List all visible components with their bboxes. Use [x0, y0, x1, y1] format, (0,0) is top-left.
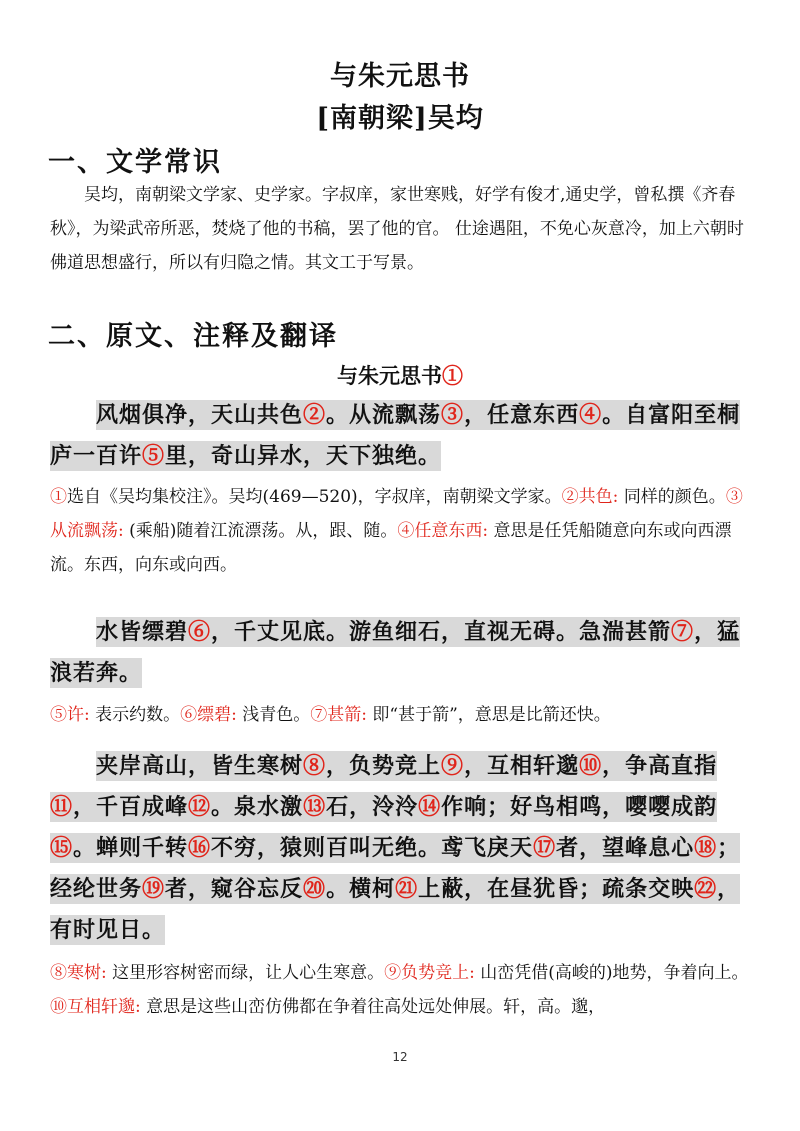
- footnote-marker: ⑦: [671, 619, 695, 645]
- footnote-marker: ⑤: [142, 443, 166, 469]
- note-text: 意思是这些山峦仿佛都在争着往高处远处伸展。轩，高。邈，: [146, 997, 606, 1017]
- passage-subtitle-text: 与朱元思书: [337, 363, 442, 388]
- footnote-marker: ⑮: [50, 835, 74, 861]
- passage-text: 石，泠泠: [326, 794, 419, 820]
- passage-text: ，争高直指: [602, 753, 718, 779]
- passage-text: ，互相轩邈: [464, 753, 580, 779]
- passage-text: ，千丈见底。游鱼细石，直视无碍。急湍甚箭: [211, 619, 672, 645]
- notes-block-2: [50, 698, 755, 732]
- page-number: 12: [392, 1050, 408, 1064]
- section-heading-text: 二、原文、注释及翻译: [48, 321, 338, 352]
- note-term: ⑥缥碧:: [180, 705, 237, 725]
- footnote-marker: ㉑: [395, 876, 419, 902]
- footnote-marker: ⑬: [303, 794, 327, 820]
- passage-text: 者，窥谷忘反: [165, 876, 304, 902]
- passage-text: 风烟俱净，天山共色: [96, 402, 304, 428]
- note-text: 浅青色。: [242, 705, 311, 725]
- note-term: ②共色:: [561, 487, 619, 507]
- passage-text: ，任意东西: [464, 402, 580, 428]
- passage-subtitle: [0, 360, 800, 390]
- passage-text: 。自富阳至桐庐一百许: [50, 402, 741, 469]
- note-text: 表示约数。: [95, 705, 181, 725]
- footnote-marker: ⑰: [533, 835, 557, 861]
- note-text: 选自《吴均集校注》。吴均(469—520)，字叔庠，南朝梁文学家。: [67, 487, 562, 507]
- note-term: ⑨负势竞上:: [384, 963, 475, 983]
- passage-text: ，千百成峰: [73, 794, 189, 820]
- original-passage-3: [50, 746, 755, 951]
- footnote-marker: ⑲: [142, 876, 166, 902]
- footnote-marker: ③: [441, 402, 465, 428]
- footnote-marker: ⑨: [441, 753, 465, 779]
- passage-text: 上蔽，在昼犹昏；疏条交映: [418, 876, 695, 902]
- passage-text: ，负势竞上: [326, 753, 442, 779]
- footnote-marker: ①: [442, 363, 463, 388]
- note-marker: ①: [50, 487, 67, 507]
- author-line: [南朝梁]吴均: [316, 103, 484, 134]
- footnote-marker: ⑭: [418, 794, 442, 820]
- passage-text: 作响；好鸟相鸣，嘤嘤成韵: [441, 794, 718, 820]
- note-term: ⑦甚箭:: [310, 705, 368, 725]
- passage-text: 里，奇山异水，天下独绝。: [165, 443, 442, 469]
- note-text: (乘船)随着江流漂荡。从，跟、随。: [129, 521, 398, 541]
- passage-text: 。横柯: [326, 876, 396, 902]
- note-text: 山峦凭借(高峻的)地势，争着向上。: [480, 963, 749, 983]
- passage-text: 。从流飘荡: [326, 402, 442, 428]
- footnote-marker: ⑫: [188, 794, 212, 820]
- footnote-marker: ②: [303, 402, 327, 428]
- note-text: 同样的颜色。: [623, 487, 726, 507]
- note-text: 这里形容树密而绿，让人心生寒意。: [112, 963, 385, 983]
- section-heading-literature: 一、文学常识: [48, 147, 222, 178]
- passage-text: 。泉水激: [211, 794, 304, 820]
- passage-text: ；经纶世务: [50, 835, 741, 902]
- footnote-marker: ⑥: [188, 619, 212, 645]
- note-text: 意思是任凭船随意向东或向西漂流。东西，向东或向西。: [50, 521, 732, 575]
- footnote-marker: ⑪: [50, 794, 74, 820]
- note-term: ⑤许:: [50, 705, 90, 725]
- footnote-marker: ④: [579, 402, 603, 428]
- note-term: ⑧寒树:: [50, 963, 107, 983]
- passage-text: ，有时见日。: [50, 876, 741, 943]
- passage-text: 不穷，猿则百叫无绝。鸢飞戾天: [211, 835, 534, 861]
- note-term: ⑩互相轩邈:: [50, 997, 141, 1017]
- note-term: ③从流飘荡:: [50, 487, 743, 541]
- footnote-marker: ⑳: [303, 876, 327, 902]
- notes-block-1: [50, 480, 755, 582]
- passage-text: ，猛浪若奔。: [50, 619, 741, 686]
- footnote-marker: ⑧: [303, 753, 327, 779]
- original-passage-2: [50, 612, 755, 694]
- literature-paragraph: 吴均，南朝梁文学家、史学家。字叔庠，家世寒贱，好学有俊才,通史学，曾私撰《齐春秋》，为梁武帝所恶，焚烧了他的书稿，罢了他的官。 仕途遇阻，不免心灰意冷，加上六朝时佛道思想盛行，所以有归隐之情。其文工于写景。: [50, 185, 744, 273]
- note-term: ④任意东西:: [397, 521, 489, 541]
- passage-text: 夹岸高山，皆生寒树: [96, 753, 304, 779]
- footnote-marker: ㉒: [694, 876, 718, 902]
- passage-text: 。蝉则千转: [73, 835, 189, 861]
- passage-text: 者，望峰息心: [556, 835, 695, 861]
- notes-block-3: [50, 956, 755, 1024]
- passage-text: 水皆缥碧: [96, 619, 189, 645]
- note-text: 即“甚于箭”，意思是比箭还快。: [372, 705, 611, 725]
- footnote-marker: ⑯: [188, 835, 212, 861]
- footnote-marker: ⑩: [579, 753, 603, 779]
- footnote-marker: ⑱: [694, 835, 718, 861]
- document-title: 与朱元思书: [330, 61, 470, 92]
- original-passage-1: [50, 395, 755, 477]
